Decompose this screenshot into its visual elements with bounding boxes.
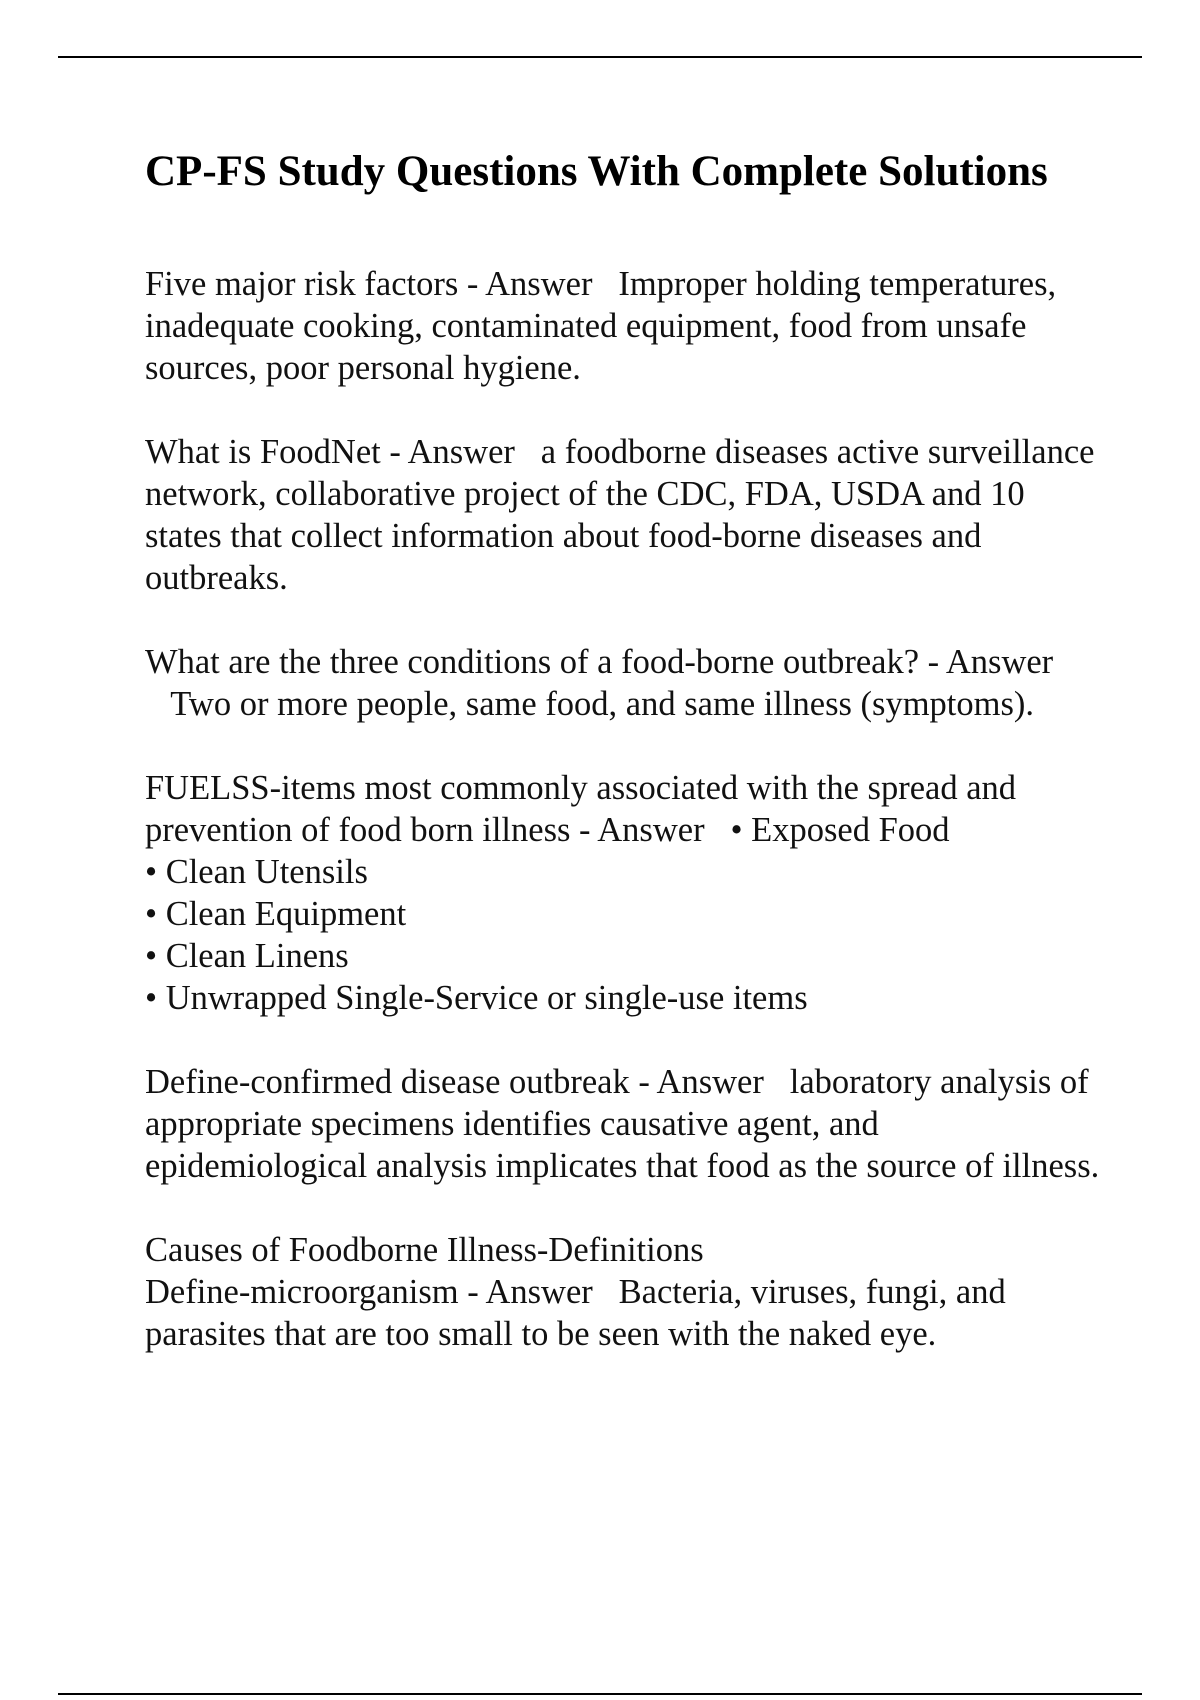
qa-answer: laboratory analysis of appropriate specimens identifies causative agent, and epidemiological analysis implicates that food as the source of illness. (145, 1063, 1100, 1185)
qa-answer: a foodborne diseases active surveillance network, collaborative project of the CDC, FDA, USDA and 10 states that collect information about food-borne diseases and outbreaks. (145, 433, 1095, 597)
qa-answer: Bacteria, viruses, fungi, and parasites that are too small to be seen with the naked eye. (145, 1273, 1006, 1353)
qa-question: FUELSS-items most commonly associated with the spread and prevention of food born illness (145, 769, 1017, 849)
qa-item-microorganism: Causes of Foodborne Illness-Definitions Define-microorganism - Answer Bacteria, viruses, fungi, and parasites that are too small to be seen with the naked eye. (145, 1229, 1105, 1355)
bullet-item: • Clean Equipment (145, 895, 407, 933)
qa-question: Five major risk factors (145, 265, 459, 303)
qa-answer: • Exposed Food (730, 811, 950, 849)
bottom-rule (58, 1693, 1142, 1695)
qa-question: Define-microorganism (145, 1273, 459, 1311)
qa-answer-label: Answer (485, 1273, 593, 1311)
qa-answer-label: Answer (407, 433, 515, 471)
qa-question: Define-confirmed disease outbreak (145, 1063, 630, 1101)
qa-item-fuelss: FUELSS-items most commonly associated with the spread and prevention of food born illness - Answer • Exposed Food • Clean Utensils • Clean Equipment • Clean Linens • Unwrapped Single-Service or single-use items (145, 767, 1105, 1019)
qa-item-risk-factors: Five major risk factors - Answer Improper holding temperatures, inadequate cooking, contaminated equipment, food from unsafe sources, poor personal hygiene. (145, 265, 1057, 387)
bullet-item: • Unwrapped Single-Service or single-use items (145, 979, 808, 1017)
qa-answer-label: Answer (945, 643, 1054, 681)
qa-answer: Improper holding temperatures, inadequate cooking, contaminated equipment, food from unsafe sources, poor personal hygiene. (145, 265, 1057, 387)
qa-answer-label: Answer (656, 1063, 764, 1101)
bullet-item: • Clean Linens (145, 937, 349, 975)
document-page (145, 144, 1105, 1397)
qa-answer-label: Answer (597, 811, 705, 849)
qa-answer-label: Answer (485, 265, 593, 303)
section-heading: Causes of Foodborne Illness-Definitions (145, 1231, 704, 1269)
bullet-item: • Clean Utensils (145, 853, 368, 891)
qa-question: What are the three conditions of a food-borne outbreak? (145, 643, 920, 681)
top-rule (58, 56, 1142, 58)
qa-answer: Two or more people, same food, and same illness (symptoms). (170, 685, 1035, 723)
qa-question: What is FoodNet (145, 433, 381, 471)
qa-item-foodnet: What is FoodNet - Answer a foodborne diseases active surveillance network, collaborative project of the CDC, FDA, USDA and 10 states that collect information about food-borne diseases and outbreaks. (145, 433, 1095, 597)
qa-item-confirmed-outbreak: Define-confirmed disease outbreak - Answer laboratory analysis of appropriate specimens identifies causative agent, and epidemiological analysis implicates that food as the source of illness. (145, 1063, 1100, 1185)
document-title: CP-FS Study Questions With Complete Solutions (145, 148, 1048, 195)
qa-item-outbreak-conditions: What are the three conditions of a food-borne outbreak? - Answer Two or more people, same food, and same illness (symptoms). (145, 643, 1054, 723)
